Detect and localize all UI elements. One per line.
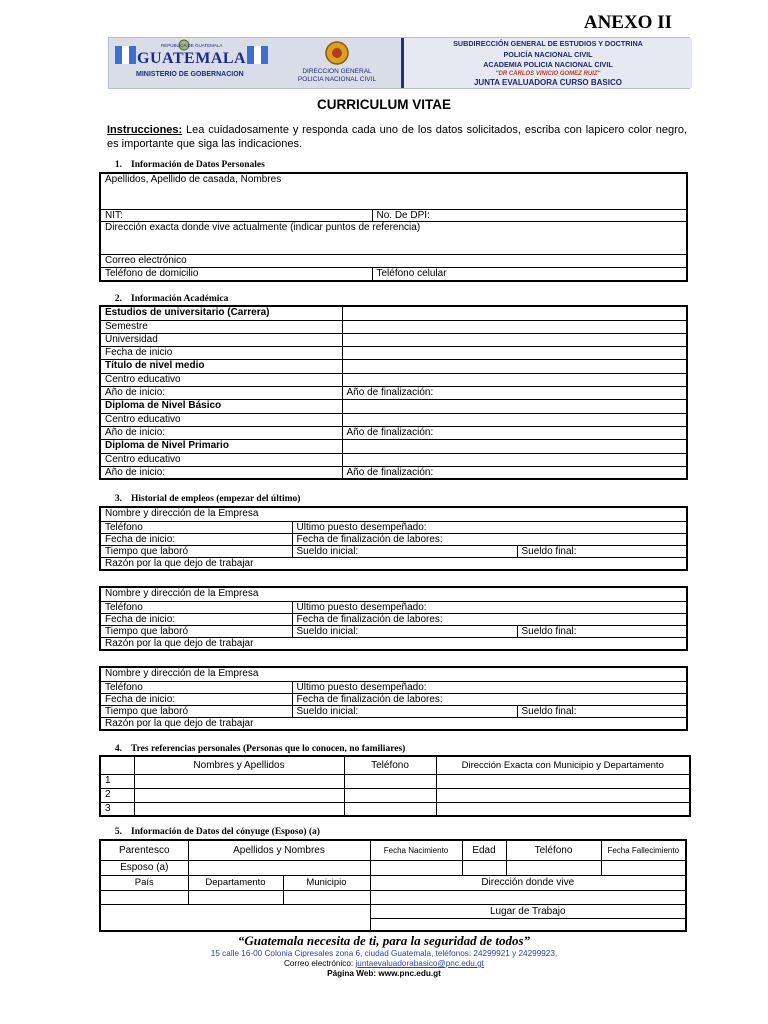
ref-phone-field[interactable] xyxy=(344,802,436,816)
ultimo-puesto-field[interactable]: Ultimo puesto desempeñado: xyxy=(292,681,687,693)
section-1-heading: 1. Información de Datos Personales xyxy=(114,160,265,170)
empresa-field[interactable]: Nombre y dirección de la Empresa xyxy=(100,507,687,521)
telefono-header: Teléfono xyxy=(506,840,601,860)
academia: ACADEMIA POLICIA NACIONAL CIVIL xyxy=(483,60,613,69)
personal-data-table xyxy=(99,172,688,282)
sueldo-inicial-field[interactable]: Sueldo inicial: xyxy=(292,625,517,637)
parentesco-header: Parentesco xyxy=(100,840,188,860)
universidad-label: Universidad xyxy=(100,333,342,346)
ref-address-field[interactable] xyxy=(436,802,690,816)
empresa-field[interactable]: Nombre y dirección de la Empresa xyxy=(100,587,687,601)
direccion-header: Dirección donde vive xyxy=(370,875,686,890)
tiempo-field[interactable]: Tiempo que laboró xyxy=(100,705,292,717)
empresa-field[interactable]: Nombre y dirección de la Empresa xyxy=(100,667,687,681)
ref-name-field[interactable] xyxy=(134,802,344,816)
col-address-header: Dirección Exacta con Municipio y Departamento xyxy=(436,756,690,774)
ref-address-field[interactable] xyxy=(436,788,690,802)
dpi-field[interactable]: No. De DPI: xyxy=(372,209,687,221)
tiempo-field[interactable]: Tiempo que laboró xyxy=(100,545,292,557)
telefono-field[interactable]: Teléfono xyxy=(100,601,292,613)
instructions-text: Lea cuidadosamente y responda cada uno de los datos solicitados, escriba con lapicero color negro, es importante que siga las indicaciones. xyxy=(107,124,687,150)
fecha-inicio-field[interactable]: Fecha de inicio: xyxy=(100,693,292,705)
centro-label: Centro educativo xyxy=(100,413,342,426)
titulo-medio-field[interactable] xyxy=(342,359,687,373)
col-phone-header: Teléfono xyxy=(344,756,436,774)
subdireccion: SUBDIRECCIÓN GENERAL DE ESTUDIOS Y DOCTRINA xyxy=(453,39,643,48)
academy-header xyxy=(401,38,692,88)
corner-cell xyxy=(100,756,134,774)
departamento-header: Departamento xyxy=(188,875,283,890)
spouse-extra-field[interactable] xyxy=(100,904,370,931)
spouse-name-field[interactable] xyxy=(188,860,370,875)
section-2-heading: 2. Información Académica xyxy=(114,294,229,304)
employment-table-1 xyxy=(99,506,688,571)
references-table xyxy=(99,755,691,817)
section-4-heading: 4. Tres referencias personales (Personas que lo conocen, no familiares) xyxy=(114,744,406,754)
fecha-inicio-field[interactable]: Fecha de inicio: xyxy=(100,613,292,625)
col-names-header: Nombres y Apellidos xyxy=(134,756,344,774)
pnc-badge-icon xyxy=(323,40,351,66)
instructions xyxy=(107,123,687,151)
sueldo-final-field[interactable]: Sueldo final: xyxy=(517,625,687,637)
instructions-label: Instrucciones: xyxy=(107,124,183,136)
razon-field[interactable]: Razón por la que dejo de trabajar xyxy=(100,717,687,730)
spouse-birth-field[interactable] xyxy=(370,860,462,875)
spouse-table xyxy=(99,839,687,932)
academic-table xyxy=(99,305,688,480)
page-title: CURRICULUM VITAE xyxy=(317,97,451,112)
fecha-nac-header: Fecha Nacimiento xyxy=(370,840,462,860)
annex-label: ANEXO II xyxy=(583,12,672,33)
university-label: Estudios de universitario (Carrera) xyxy=(100,306,342,320)
centro-field[interactable] xyxy=(342,453,687,466)
ministry-name: MINISTERIO DE GOBERNACION xyxy=(136,71,244,78)
academy-name: "DR CARLOS VINICIO GOMEZ RUIZ" xyxy=(495,70,601,77)
names-field[interactable]: Apellidos, Apellido de casada, Nombres xyxy=(100,173,687,209)
footer-slogan: “Guatemala necesita de ti, para la seguridad de todos” xyxy=(237,933,531,948)
home-phone-field[interactable]: Teléfono de domicilio xyxy=(100,267,372,281)
telefono-field[interactable]: Teléfono xyxy=(100,521,292,533)
ref-phone-field[interactable] xyxy=(344,774,436,788)
header-banner xyxy=(108,37,690,89)
departamento-field[interactable] xyxy=(188,890,283,904)
ref-name-field[interactable] xyxy=(134,774,344,788)
ultimo-puesto-field[interactable]: Ultimo puesto desempeñado: xyxy=(292,521,687,533)
guatemala-wordmark: GUATEMALA xyxy=(137,50,247,67)
universidad-field[interactable] xyxy=(342,333,687,346)
university-field[interactable] xyxy=(342,306,687,320)
centro-label: Centro educativo xyxy=(100,373,342,386)
footer-website[interactable]: Página Web: www.pnc.edu.gt xyxy=(327,969,441,978)
ref-name-field[interactable] xyxy=(134,788,344,802)
direccion-general: DIRECCION GENERAL xyxy=(302,68,372,75)
razon-field[interactable]: Razón por la que dejo de trabajar xyxy=(100,557,687,570)
razon-field[interactable]: Razón por la que dejo de trabajar xyxy=(100,637,687,650)
ref-phone-field[interactable] xyxy=(344,788,436,802)
address-field[interactable]: Dirección exacta donde vive actualmente (indicar puntos de referencia) xyxy=(100,221,687,254)
lugar-trabajo-field[interactable] xyxy=(370,918,686,931)
municipio-header: Municipio xyxy=(283,875,370,890)
anio-inicio-field[interactable]: Año de inicio: xyxy=(100,426,342,439)
fecha-fall-header: Fecha Fallecimiento xyxy=(601,840,686,860)
edad-header: Edad xyxy=(462,840,506,860)
row-number: 1 xyxy=(100,774,134,788)
section-5-heading: 5. Información de Datos del cónyuge (Esposo) (a) xyxy=(114,827,320,837)
policia-nacional-civil: POLICIA NACIONAL CIVIL xyxy=(297,76,377,83)
basico-label: Diploma de Nivel Básico xyxy=(100,399,342,413)
email-link[interactable]: juntaevaluadorabasico@pnc.edu.gt xyxy=(355,959,484,968)
anio-fin-field[interactable]: Año de finalización: xyxy=(342,466,687,479)
spouse-phone-field[interactable] xyxy=(506,860,601,875)
centro-label: Centro educativo xyxy=(100,453,342,466)
esposo-label: Esposo (a) xyxy=(100,860,188,875)
anio-fin-field[interactable]: Año de finalización: xyxy=(342,386,687,399)
basico-field[interactable] xyxy=(342,399,687,413)
sueldo-final-field[interactable]: Sueldo final: xyxy=(517,545,687,557)
junta: JUNTA EVALUADORA CURSO BASICO xyxy=(473,77,622,87)
footer-address: 15 calle 16-00 Colonia Cipresales zona 6, ciudad Guatemala, teléfonos: 24299921 y 24299923, xyxy=(210,949,558,958)
apellidos-header: Apellidos y Nombres xyxy=(188,840,370,860)
ultimo-puesto-field[interactable]: Ultimo puesto desempeñado: xyxy=(292,601,687,613)
primario-label: Diploma de Nivel Primario xyxy=(100,439,342,453)
pnc: POLICÍA NACIONAL CIVIL xyxy=(503,49,593,59)
row-number: 3 xyxy=(100,802,134,816)
fecha-inicio-field[interactable] xyxy=(342,346,687,359)
primario-field[interactable] xyxy=(342,439,687,453)
republic-label: REPÚBLICA DE GUATEMALA xyxy=(161,43,223,48)
sueldo-inicial-field[interactable]: Sueldo inicial: xyxy=(292,545,517,557)
anio-inicio-field[interactable]: Año de inicio: xyxy=(100,466,342,479)
fecha-inicio-field[interactable]: Fecha de inicio: xyxy=(100,533,292,545)
section-3-heading: 3. Historial de empleos (empezar del último) xyxy=(114,494,301,504)
centro-field[interactable] xyxy=(342,413,687,426)
municipio-field[interactable] xyxy=(283,890,370,904)
employment-table-3 xyxy=(99,666,688,731)
flag-icon xyxy=(115,44,137,68)
fecha-fin-field[interactable]: Fecha de finalización de labores: xyxy=(292,693,687,705)
nit-field[interactable]: NIT: xyxy=(100,209,372,221)
anio-inicio-field[interactable]: Año de inicio: xyxy=(100,386,342,399)
sueldo-final-field[interactable]: Sueldo final: xyxy=(517,705,687,717)
fecha-fin-field[interactable]: Fecha de finalización de labores: xyxy=(292,613,687,625)
pais-field[interactable] xyxy=(100,890,188,904)
row-number: 2 xyxy=(100,788,134,802)
email-field[interactable]: Correo electrónico xyxy=(100,254,687,267)
telefono-field[interactable]: Teléfono xyxy=(100,681,292,693)
ministerio-logo xyxy=(109,38,274,88)
sueldo-inicial-field[interactable]: Sueldo inicial: xyxy=(292,705,517,717)
footer-email xyxy=(0,959,768,968)
semestre-field[interactable] xyxy=(342,320,687,333)
semestre-label: Semestre xyxy=(100,320,342,333)
lugar-trabajo-header: Lugar de Trabajo xyxy=(370,904,686,918)
cell-phone-field[interactable]: Teléfono celular xyxy=(372,267,687,281)
ref-address-field[interactable] xyxy=(436,774,690,788)
flag-icon xyxy=(245,44,269,68)
anio-fin-field[interactable]: Año de finalización: xyxy=(342,426,687,439)
centro-field[interactable] xyxy=(342,373,687,386)
fecha-inicio-label: Fecha de inicio xyxy=(100,346,342,359)
spouse-death-field[interactable] xyxy=(601,860,686,875)
email-label: Correo electrónico: xyxy=(284,959,356,968)
employment-table-2 xyxy=(99,586,688,651)
pais-header: País xyxy=(100,875,188,890)
fecha-fin-field[interactable]: Fecha de finalización de labores: xyxy=(292,533,687,545)
titulo-medio-label: Título de nivel medio xyxy=(100,359,342,373)
direccion-field[interactable] xyxy=(370,890,686,904)
pnc-logo xyxy=(277,38,397,88)
tiempo-field[interactable]: Tiempo que laboró xyxy=(100,625,292,637)
spouse-age-field[interactable] xyxy=(462,860,506,875)
